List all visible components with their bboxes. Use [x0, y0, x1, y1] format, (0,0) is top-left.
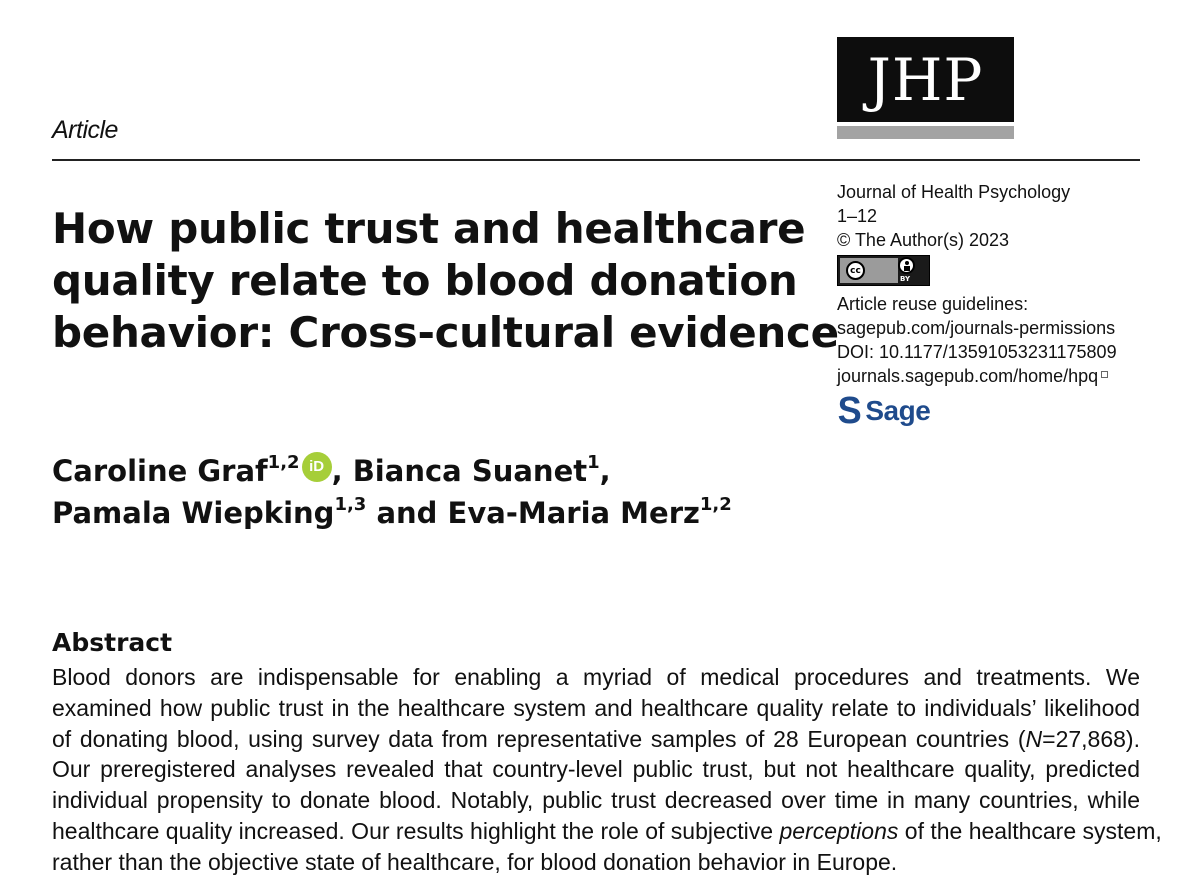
abstract-line: Blood donors are indispensable for enabling a myriad of medical procedures and treatments. We — [52, 664, 1140, 690]
article-title — [52, 203, 839, 359]
journal-logo — [837, 37, 1014, 122]
abstract-text: of donating blood, using survey data from representative samples of 28 European countries ( — [52, 725, 1026, 752]
cc-badge-bg — [840, 258, 898, 283]
affiliation-marker: 1,2 — [267, 452, 300, 473]
article-type-label: Article — [52, 116, 118, 144]
journal-meta — [837, 180, 1137, 252]
reuse-guidelines-label: Article reuse guidelines: — [837, 294, 1029, 314]
author-name: Caroline Graf — [52, 454, 268, 488]
abstract-emphasis: perceptions — [779, 817, 899, 844]
affiliation-marker: 1,3 — [334, 494, 367, 515]
journal-homepage-row — [837, 364, 1137, 388]
cc-by-license-badge[interactable] — [837, 255, 930, 286]
author-conjunction: and — [376, 496, 438, 530]
abstract-text: =27,868). — [1042, 725, 1140, 752]
author-line — [52, 450, 812, 492]
copyright: © The Author(s) 2023 — [837, 230, 1010, 250]
journal-logo-bar — [837, 126, 1014, 139]
cc-by-label: BY — [900, 275, 911, 283]
affiliation-marker: 1 — [587, 452, 600, 473]
author-line — [52, 492, 812, 534]
reuse-meta — [837, 292, 1137, 388]
affiliation-marker: 1,2 — [699, 494, 732, 515]
abstract-heading: Abstract — [52, 628, 173, 657]
author-list — [52, 450, 812, 534]
sample-size-symbol: N — [1025, 725, 1043, 752]
journal-name: Journal of Health Psychology — [837, 182, 1071, 202]
author-separator: , — [331, 454, 343, 488]
abstract-line: Our preregistered analyses revealed that country-level public trust, but not healthcare quality, predicted — [52, 756, 1140, 783]
sage-logo-text: Sage — [865, 395, 931, 426]
orcid-icon[interactable]: iD — [302, 452, 332, 482]
title-line: How public trust and healthcare — [52, 204, 806, 253]
attribution-person-icon — [898, 257, 915, 274]
sage-s-icon: S — [837, 390, 862, 432]
abstract-text: healthcare quality increased. Our results highlight the role of subjective — [52, 817, 774, 844]
page-range: 1–12 — [837, 206, 878, 226]
journal-logo-text: JHP — [867, 45, 984, 114]
title-line: behavior: Cross-cultural evidence — [52, 308, 839, 357]
header-rule — [52, 159, 1140, 161]
author-name: Bianca Suanet — [352, 454, 588, 488]
abstract-body — [52, 662, 1162, 878]
cc-icon: cc — [846, 261, 865, 280]
permissions-link[interactable]: sagepub.com/journals-permissions — [837, 318, 1116, 338]
abstract-line: examined how public trust in the healthcare system and healthcare quality relate to individuals’ likelihood — [52, 694, 1140, 721]
abstract-line — [52, 816, 1162, 847]
author-separator: , — [599, 454, 611, 488]
author-name: Pamala Wiepking — [52, 496, 335, 530]
external-link-icon — [1101, 371, 1108, 378]
journal-homepage-link[interactable]: journals.sagepub.com/home/hpq — [837, 366, 1099, 386]
author-name: Eva-Maria Merz — [447, 496, 700, 530]
abstract-line: individual propensity to donate blood. Notably, public trust decreased over time in many countries, while — [52, 787, 1140, 814]
abstract-line: rather than the objective state of healthcare, for blood donation behavior in Europe. — [52, 848, 898, 875]
abstract-text: of the healthcare system, — [904, 817, 1162, 844]
title-line: quality relate to blood donation — [52, 256, 798, 305]
sage-logo — [837, 390, 931, 432]
abstract-line — [52, 724, 1140, 755]
doi[interactable]: DOI: 10.1177/13591053231175809 — [837, 342, 1117, 362]
